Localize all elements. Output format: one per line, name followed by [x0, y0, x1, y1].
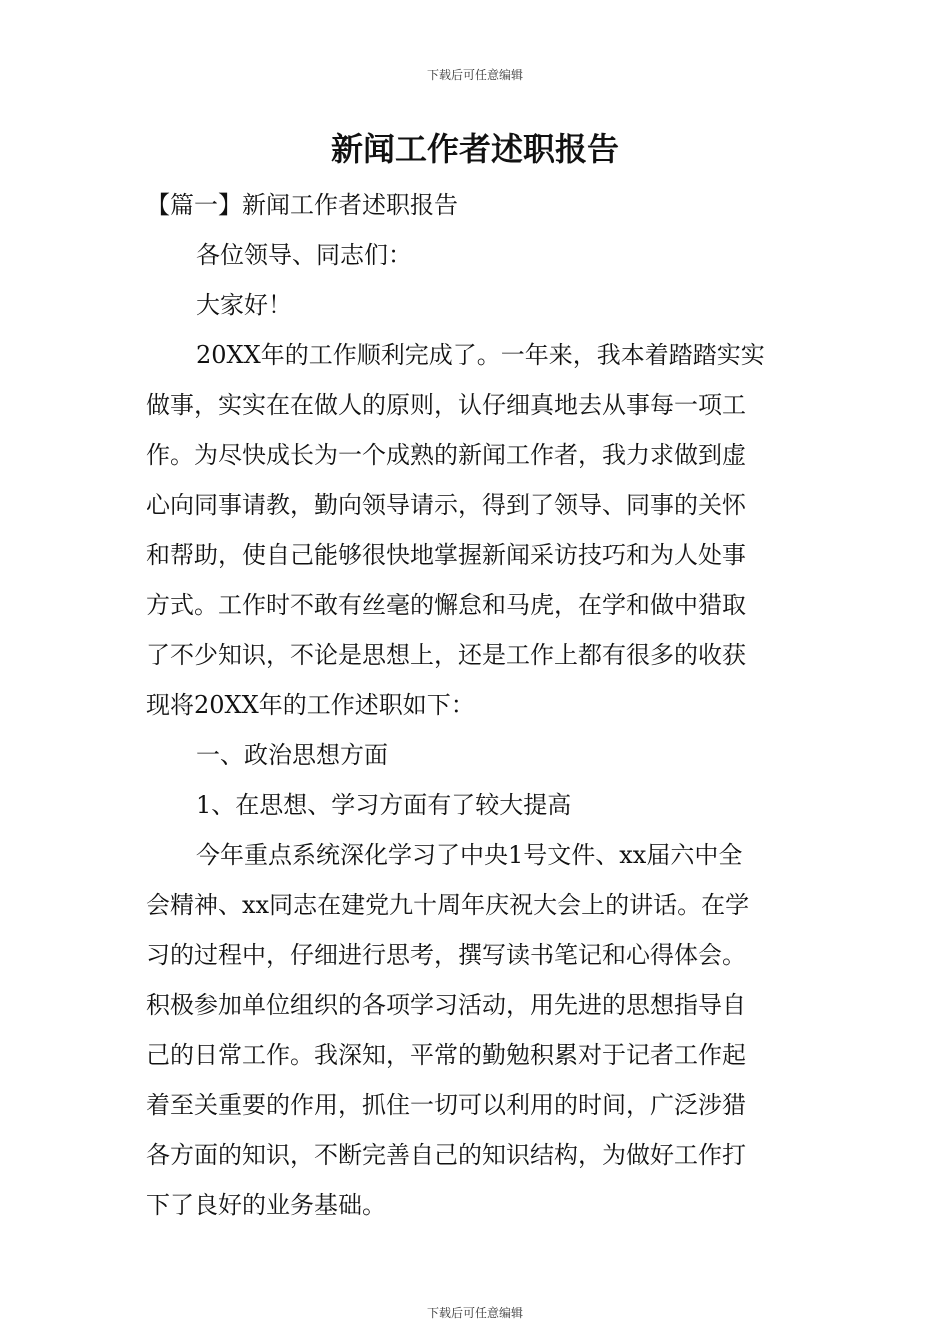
- paragraph-line: 今年重点系统深化学习了中央1号文件、xx届六中全: [196, 841, 743, 869]
- paragraph-line: 作。为尽快成长为一个成熟的新闻工作者，我力求做到虚: [146, 441, 746, 469]
- paragraph-line: 心向同事请教，勤向领导请示，得到了领导、同事的关怀: [146, 491, 746, 519]
- paragraph-line: 积极参加单位组织的各项学习活动，用先进的思想指导自: [146, 991, 746, 1019]
- paragraph-line: 会精神、xx同志在建党九十周年庆祝大会上的讲话。在学: [146, 891, 750, 919]
- subheading: 一、政治思想方面: [196, 741, 388, 769]
- paragraph-line: 现将20XX年的工作述职如下：: [146, 691, 475, 719]
- footer-note: 下载后可任意编辑: [426, 1306, 523, 1320]
- paragraph-line: 习的过程中，仔细进行思考，撰写读书笔记和心得体会。: [146, 941, 746, 969]
- paragraph-line: 20XX年的工作顺利完成了。一年来，我本着踏踏实实: [196, 341, 765, 369]
- paragraph-line: 下了良好的业务基础。: [146, 1191, 386, 1219]
- document-body: [146, 180, 808, 1230]
- paragraph-line: 和帮助，使自己能够很快地掌握新闻采访技巧和为人处事: [146, 541, 746, 569]
- document-title: 新闻工作者述职报告: [330, 130, 619, 168]
- salutation: 各位领导、同志们：: [196, 241, 412, 269]
- paragraph-line: 己的日常工作。我深知，平常的勤勉积累对于记者工作起: [146, 1041, 746, 1069]
- paragraph-line: 方式。工作时不敢有丝毫的懈怠和马虎，在学和做中猎取: [146, 591, 746, 619]
- paragraph-line: 着至关重要的作用，抓住一切可以利用的时间，广泛涉猎: [146, 1091, 746, 1119]
- paragraph-line: 各方面的知识，不断完善自己的知识结构，为做好工作打: [146, 1141, 746, 1169]
- header-note: 下载后可任意编辑: [426, 68, 523, 82]
- paragraph-line: 做事，实实在在做人的原则，认仔细真地去从事每一项工: [146, 391, 746, 419]
- greeting: 大家好！: [196, 291, 292, 319]
- section-heading: 【篇一】新闻工作者述职报告: [146, 191, 458, 219]
- subheading: 1、在思想、学习方面有了较大提高: [196, 791, 572, 819]
- paragraph-line: 了不少知识，不论是思想上，还是工作上都有很多的收获: [146, 641, 746, 669]
